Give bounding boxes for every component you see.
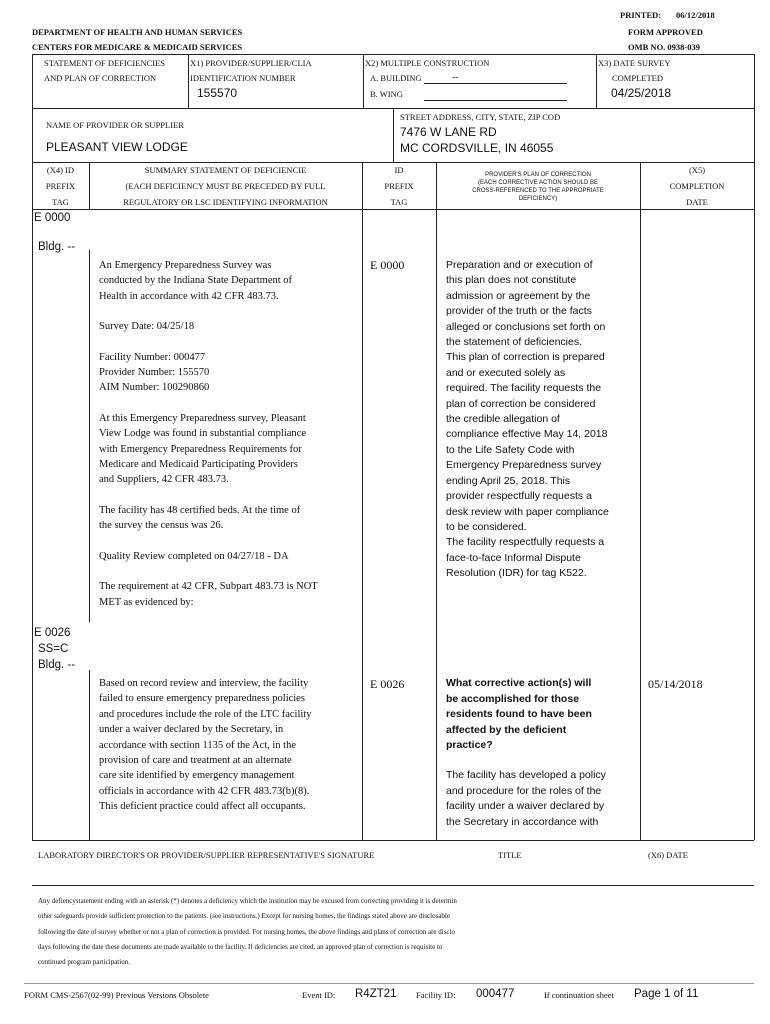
building-value: -- bbox=[452, 72, 459, 83]
plan-line: plan of correction be considered bbox=[446, 397, 596, 410]
divider bbox=[188, 54, 189, 108]
statement-label: STATEMENT OF DEFICIENCIES bbox=[44, 58, 166, 68]
event-id: R4ZT21 bbox=[355, 988, 397, 1000]
summary-line: with Emergency Preparedness Requirements for bbox=[99, 443, 302, 455]
agency-line-2: CENTERS FOR MEDICARE & MEDICAID SERVICES bbox=[32, 42, 243, 52]
plan-label-2: (EACH CORRECTIVE ACTION SHOULD BE bbox=[477, 180, 599, 186]
x4-label: (X4) ID bbox=[46, 165, 75, 175]
divider bbox=[89, 250, 90, 622]
column-header-rule bbox=[32, 209, 754, 210]
facility-id-label: Facility ID: bbox=[416, 990, 456, 1000]
summary-line: provision of care and treatment at an alternate bbox=[99, 755, 292, 767]
summary-line bbox=[99, 396, 318, 411]
summary-line: Health in accordance with 42 CFR 483.73. bbox=[99, 290, 279, 302]
omb-number: OMB NO. 0938-039 bbox=[628, 42, 701, 52]
plan-question-line: What corrective action(s) will bbox=[446, 677, 592, 689]
summary-line: MET as evidenced by: bbox=[99, 596, 194, 608]
x3-label-2: COMPLETED bbox=[612, 73, 663, 83]
row2-summary bbox=[99, 676, 311, 815]
divider bbox=[363, 54, 364, 108]
summary-line: The facility has 48 certified beds. At the time of bbox=[99, 504, 301, 516]
row2-scope-severity: SS=C bbox=[38, 643, 69, 655]
row1-tag: E 0000 bbox=[34, 212, 71, 224]
row2-bldg: Bldg. -- bbox=[38, 659, 76, 671]
summary-line: At this Emergency Preparedness survey, Pleasant bbox=[99, 412, 306, 424]
plan-line: Resolution (IDR) for tag K522. bbox=[446, 567, 587, 580]
summary-line: officials in accordance with 42 CFR 483.73(b)(8). bbox=[99, 785, 310, 797]
summary-line bbox=[99, 334, 318, 349]
continuation-label: If continuation sheet bbox=[544, 990, 614, 1000]
disclaimer-line: days following the date these documents are made available to the facility. If deficiencies are cited, an approved plan of correction is requisite to bbox=[38, 942, 443, 951]
disclaimer-line: Any defiencystatement ending with an asterisk (*) denotes a deficiency which the institution may be excused from correcting providing it is determin bbox=[38, 897, 457, 905]
row2-plan-question bbox=[446, 676, 592, 754]
summary-line bbox=[99, 533, 318, 548]
wing-label: B. WING bbox=[370, 89, 403, 99]
plan-line: face-to-face Informal Dispute bbox=[446, 551, 581, 564]
header-bottom-rule bbox=[32, 162, 754, 163]
x4-prefix: PREFIX bbox=[45, 181, 76, 191]
summary-line: the survey the census was 26. bbox=[99, 520, 224, 532]
disclaimer-line: following the date of survey whether or not a plan of correction is provided. For nursing homes, the above findings and plans of correction are disclo bbox=[38, 927, 455, 936]
plan-line: to be considered. bbox=[446, 520, 527, 533]
x4-tag: TAG bbox=[52, 197, 69, 207]
disclaimer-line: other safeguards provide sufficient protection to the patients. (see instructions.) Except for nursing homes, the findings stated above are disclosable bbox=[38, 912, 450, 921]
table-right-border bbox=[754, 162, 755, 840]
printed-date: 06/12/2018 bbox=[676, 10, 715, 20]
plan-label-4: DEFICIENCY) bbox=[518, 196, 558, 202]
header-left-border bbox=[32, 54, 33, 162]
disclaimer-line: continued program participation. bbox=[38, 958, 130, 967]
summary-line: Provider Number: 155570 bbox=[99, 367, 210, 379]
id-label: ID bbox=[394, 165, 404, 175]
x2-label: X2) MULTIPLE CONSTRUCTION bbox=[365, 58, 490, 68]
summary-line: failed to ensure emergency preparedness policies bbox=[99, 693, 305, 705]
summary-line: conducted by the Indiana State Department of bbox=[99, 275, 293, 287]
building-label: A. BUILDING bbox=[370, 73, 422, 83]
summary-line bbox=[99, 304, 318, 319]
plan-question-line: residents found to have been bbox=[446, 708, 592, 720]
plan-line: the statement of deficiencies. bbox=[446, 336, 582, 349]
provider-name-label: NAME OF PROVIDER OR SUPPLIER bbox=[46, 120, 184, 130]
plan-label: PROVIDER'S PLAN OF CORRECTION bbox=[485, 172, 591, 178]
summary-line: and procedures include the role of the LTC facility bbox=[99, 708, 312, 720]
row2-completion-date: 05/14/2018 bbox=[648, 677, 703, 691]
divider bbox=[640, 162, 641, 840]
summary-line: View Lodge was found in substantial compliance bbox=[99, 428, 306, 440]
x5-completion: COMPLETION bbox=[669, 181, 725, 191]
form-number: FORM CMS-2567(02-99) Previous Versions Obsolete bbox=[24, 990, 209, 1000]
plan-line: compliance effective May 14, 2018 bbox=[446, 428, 608, 441]
summary-label: SUMMARY STATEMENT OF DEFICIENCIE bbox=[144, 165, 307, 175]
summary-line bbox=[99, 564, 318, 579]
address-street: 7476 W LANE RD bbox=[400, 125, 497, 139]
summary-line: This deficient practice could affect all occupants. bbox=[99, 801, 306, 813]
summary-line bbox=[99, 487, 318, 502]
divider bbox=[89, 670, 90, 840]
plan-line: to the Life Safety Code with bbox=[446, 443, 575, 456]
disclaimer bbox=[38, 894, 457, 970]
event-id-label: Event ID: bbox=[302, 990, 336, 1000]
table-bottom-rule bbox=[32, 840, 754, 841]
table-left-border bbox=[32, 162, 33, 840]
facility-id: 000477 bbox=[476, 988, 515, 1000]
divider bbox=[596, 54, 597, 108]
plan-line: the Secretary in accordance with bbox=[446, 815, 599, 828]
summary-line: Based on record review and interview, the facility bbox=[99, 678, 309, 689]
row2-plan bbox=[446, 768, 606, 830]
summary-label-3: REGULATORY OR LSC IDENTIFYING INFORMATION bbox=[123, 197, 328, 207]
title-label: TITLE bbox=[498, 850, 522, 860]
header-right-border bbox=[754, 54, 755, 162]
id-prefix: PREFIX bbox=[384, 181, 414, 191]
summary-line: under a waiver declared by the Secretary, in bbox=[99, 724, 284, 736]
plan-line: Emergency Preparedness survey bbox=[446, 459, 602, 472]
plan-line: and or executed solely as bbox=[446, 366, 566, 379]
statement-label-2: AND PLAN OF CORRECTION bbox=[44, 73, 157, 83]
address-city: MC CORDSVILLE, IN 46055 bbox=[400, 141, 554, 155]
plan-line: alleged or conclusions set forth on bbox=[446, 320, 606, 333]
plan-line: the credible allegation of bbox=[446, 413, 560, 426]
row1-bldg: Bldg. -- bbox=[38, 241, 76, 253]
plan-line: ending April 25, 2018. This bbox=[446, 474, 571, 487]
header-top-rule bbox=[32, 54, 754, 55]
footer-rule bbox=[24, 983, 754, 984]
plan-line: and procedure for the roles of the bbox=[446, 784, 602, 797]
signature-label: LABORATORY DIRECTOR'S OR PROVIDER/SUPPLIER REPRESENTATIVE'S SIGNATURE bbox=[38, 850, 375, 860]
plan-question-line: practice? bbox=[446, 739, 493, 751]
plan-question-line: be accomplished for those bbox=[446, 692, 580, 705]
provider-number: 155570 bbox=[197, 86, 238, 100]
printed-label: PRINTED: bbox=[620, 10, 662, 20]
id-tag: TAG bbox=[390, 197, 408, 207]
plan-line: The facility respectfully requests a bbox=[446, 536, 605, 549]
summary-line: The requirement at 42 CFR, Subpart 483.73 is NOT bbox=[99, 581, 318, 593]
x3-label: X3) DATE SURVEY bbox=[598, 58, 671, 68]
summary-label-2: (EACH DEFICIENCY MUST BE PRECEDED BY FULL bbox=[125, 181, 326, 191]
row1-summary bbox=[99, 258, 318, 610]
summary-line: Medicare and Medicaid Participating Providers bbox=[99, 458, 298, 470]
row1-id-tag: E 0000 bbox=[370, 258, 405, 272]
x6-date-label: (X6) DATE bbox=[648, 850, 688, 860]
plan-line: admission or agreement by the bbox=[446, 289, 591, 302]
summary-line: Survey Date: 04/25/18 bbox=[99, 321, 195, 333]
row2-id-tag: E 0026 bbox=[370, 677, 405, 691]
plan-label-3: CROSS-REFERENCED TO THE APPROPRIATE bbox=[472, 188, 604, 194]
plan-line: This plan of correction is prepared bbox=[446, 351, 605, 364]
plan-line: facility under a waiver declared by bbox=[446, 800, 605, 812]
address-label: STREET ADDRESS, CITY, STATE, ZIP COD bbox=[400, 112, 561, 122]
summary-line: and Suppliers, 42 CFR 483.73. bbox=[99, 474, 229, 486]
page-number: Page 1 of 11 bbox=[634, 988, 699, 1000]
signature-rule bbox=[32, 885, 754, 886]
plan-line: required. The facility requests the bbox=[446, 382, 602, 395]
row2-tag: E 0026 bbox=[34, 627, 71, 639]
plan-line: Preparation and or execution of bbox=[446, 259, 593, 271]
summary-line: Quality Review completed on 04/27/18 - DA bbox=[99, 550, 289, 562]
divider bbox=[393, 108, 394, 162]
plan-question-line: affected by the deficient bbox=[446, 723, 567, 736]
x1-label-2: IDENTIFICATION NUMBER bbox=[190, 73, 296, 83]
plan-line: provider of the truth or the facts bbox=[446, 305, 592, 318]
plan-line: desk review with paper compliance bbox=[446, 505, 609, 518]
summary-line: accordance with section 1135 of the Act, in the bbox=[99, 739, 297, 751]
provider-name: PLEASANT VIEW LODGE bbox=[46, 140, 188, 154]
plan-line: this plan does not constitute bbox=[446, 274, 577, 287]
summary-line: Facility Number: 000477 bbox=[99, 351, 206, 363]
plan-line: provider respectfully requests a bbox=[446, 490, 592, 503]
x5-label: (X5) bbox=[688, 165, 706, 175]
summary-line: AIM Number: 100290860 bbox=[99, 382, 210, 394]
x5-date: DATE bbox=[686, 197, 708, 207]
divider bbox=[436, 162, 437, 840]
building-underline bbox=[424, 83, 567, 84]
form-approved: FORM APPROVED bbox=[628, 27, 703, 37]
survey-completed-date: 04/25/2018 bbox=[611, 86, 672, 100]
summary-line: care site identified by emergency management bbox=[99, 770, 295, 782]
plan-line: The facility has developed a policy bbox=[446, 769, 606, 781]
row1-plan bbox=[446, 258, 609, 582]
x1-label: X1) PROVIDER/SUPPLIER/CLIA bbox=[190, 58, 312, 68]
wing-underline bbox=[424, 100, 567, 101]
agency-line-1: DEPARTMENT OF HEALTH AND HUMAN SERVICES bbox=[32, 27, 243, 37]
summary-line: An Emergency Preparedness Survey was bbox=[99, 260, 272, 271]
divider bbox=[362, 162, 363, 840]
